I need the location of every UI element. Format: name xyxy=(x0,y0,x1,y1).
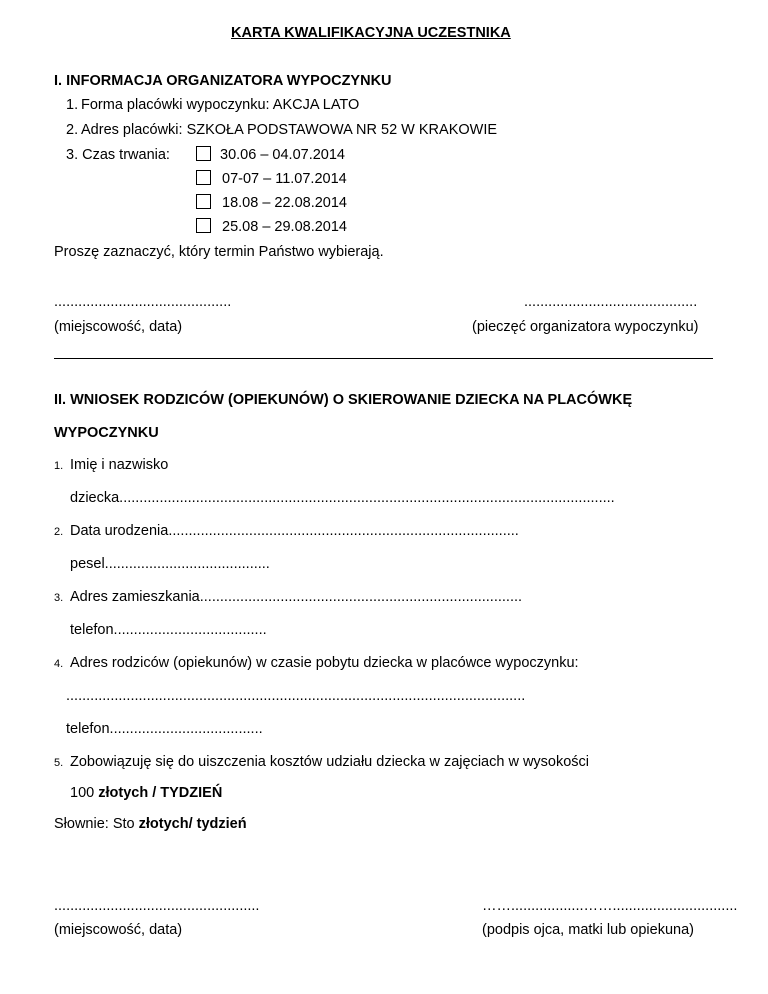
term-label-3: 18.08 – 22.08.2014 xyxy=(222,195,347,211)
fee-amount-number: 100 xyxy=(70,785,99,801)
parents-phone-field[interactable]: telefon...................................... xyxy=(66,721,263,737)
section-divider xyxy=(54,358,713,359)
q3-number: 3. xyxy=(54,592,64,604)
q1-number: 1. xyxy=(54,460,64,472)
fee-words-bold: złotych/ tydzień xyxy=(138,816,247,832)
q1-label: Imię i nazwisko xyxy=(70,457,169,473)
document-title: KARTA KWALIFIKACYJNA UCZESTNIKA xyxy=(231,25,511,41)
place-date-caption-2: (miejscowość, data) xyxy=(54,922,183,938)
term-checkbox-2[interactable] xyxy=(196,170,211,185)
q5-number: 5. xyxy=(54,757,64,769)
organizer-stamp-caption: (pieczęć organizatora wypoczynku) xyxy=(472,319,699,335)
section1-heading: I. INFORMACJA ORGANIZATORA WYPOCZYNKU xyxy=(54,73,392,89)
term-label-2: 07-07 – 11.07.2014 xyxy=(222,171,347,187)
parent-signature-caption: (podpis ojca, matki lub opiekuna) xyxy=(482,922,694,938)
section2-heading-line2: WYPOCZYNKU xyxy=(54,425,159,441)
place-date-line-2[interactable]: ................................................... xyxy=(54,898,260,914)
organizer-stamp-line[interactable]: ........................................... xyxy=(524,294,698,310)
term-checkbox-4[interactable] xyxy=(196,218,211,233)
birth-date-field[interactable]: Data urodzenia....................................................................................... xyxy=(70,523,519,539)
section2-heading-line1: II. WNIOSEK RODZICÓW (OPIEKUNÓW) O SKIEROWANIE DZIECKA NA PLACÓWKĘ xyxy=(54,392,633,408)
fee-amount-unit: złotych / TYDZIEŃ xyxy=(98,785,223,801)
item2-text: Adres placówki: SZKOŁA PODSTAWOWA NR 52 W KRAKOWIE xyxy=(81,122,498,138)
item1-number: 1. xyxy=(66,97,79,113)
item3-label: 3. Czas trwania: xyxy=(66,147,170,163)
fee-in-words xyxy=(54,815,247,833)
q5-label: Zobowiązuję się do uiszczenia kosztów udziału dziecka w zajęciach w wysokości xyxy=(70,754,590,770)
fee-amount xyxy=(70,784,222,802)
term-checkbox-3[interactable] xyxy=(196,194,211,209)
place-date-line[interactable]: ............................................ xyxy=(54,294,232,310)
place-date-caption: (miejscowość, data) xyxy=(54,319,183,335)
term-label-4: 25.08 – 29.08.2014 xyxy=(222,219,347,235)
term-instruction: Proszę zaznaczyć, który termin Państwo wybierają. xyxy=(54,244,384,260)
home-address-field[interactable]: Adres zamieszkania................................................................................ xyxy=(70,589,523,605)
pesel-field[interactable]: pesel......................................... xyxy=(70,556,270,572)
q4-number: 4. xyxy=(54,658,64,670)
child-name-field[interactable]: dziecka........................................................................................................................... xyxy=(70,490,615,506)
home-phone-field[interactable]: telefon...................................... xyxy=(70,622,267,638)
parent-signature-line[interactable]: ……..................……............................... xyxy=(482,898,738,914)
q2-number: 2. xyxy=(54,526,64,538)
term-label-1: 30.06 – 04.07.2014 xyxy=(220,147,345,163)
q4-label: Adres rodziców (opiekunów) w czasie pobytu dziecka w placówce wypoczynku: xyxy=(70,655,579,671)
term-checkbox-1[interactable] xyxy=(196,146,211,161)
fee-words-prefix: Słownie: Sto xyxy=(54,816,139,832)
parents-address-field[interactable]: .................................................................................................................. xyxy=(66,688,526,704)
item1-text: Forma placówki wypoczynku: AKCJA LATO xyxy=(81,97,360,113)
item2-number: 2. xyxy=(66,122,79,138)
